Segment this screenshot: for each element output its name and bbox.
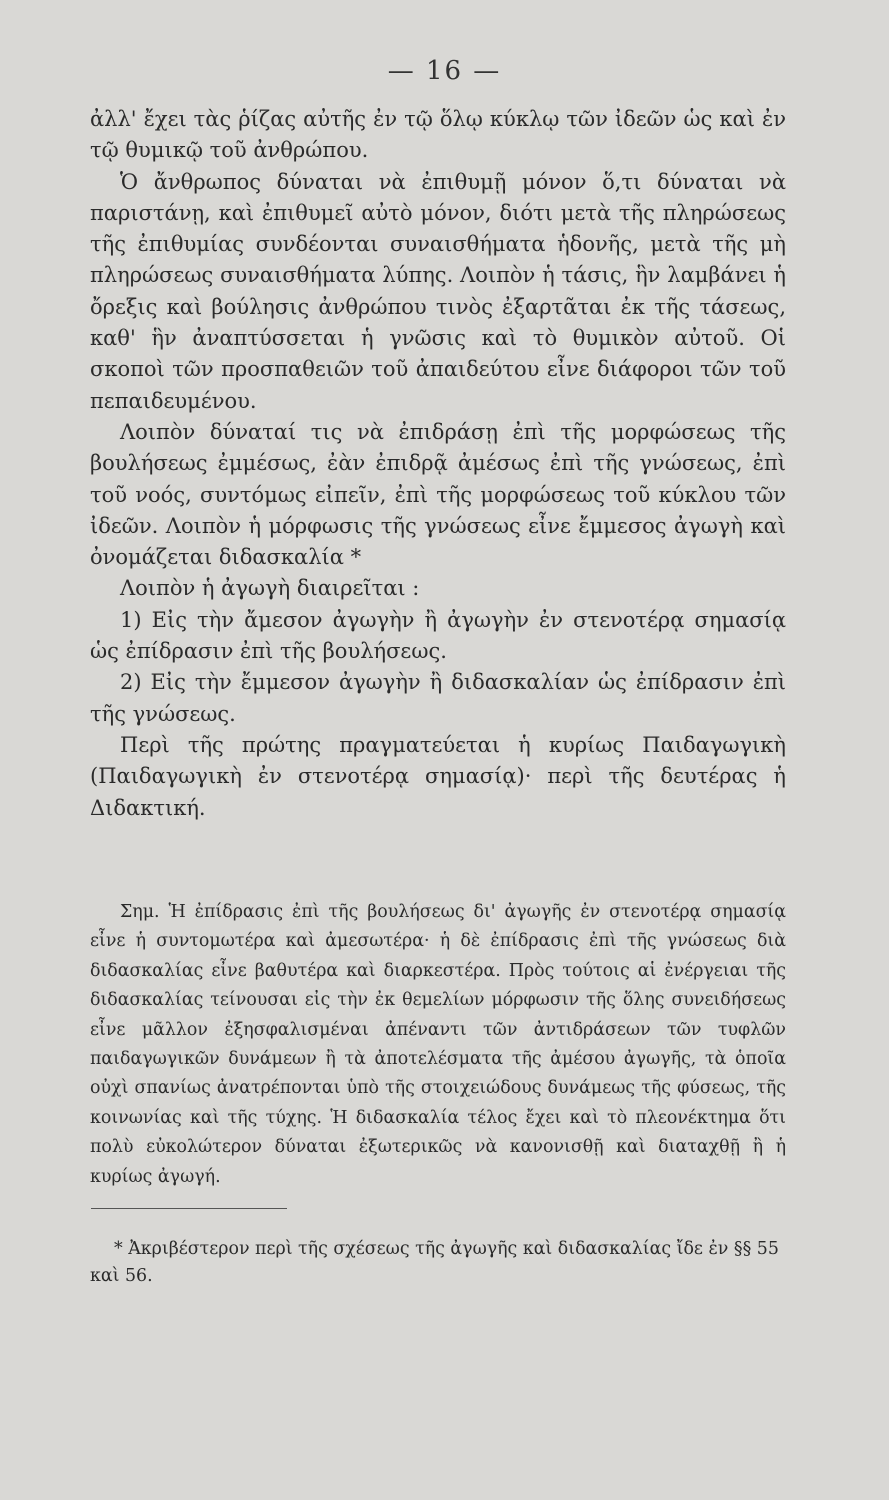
paragraph-continuation: ἀλλ' ἔχει τὰς ῥίζας αὐτῆς ἐν τῷ ὅλῳ κύκλῳ τῶν ἰδεῶν ὡς καὶ ἐν τῷ θυμικῷ τοῦ ἀνθρώπου. bbox=[90, 107, 786, 163]
paragraph: Ὁ ἄνθρωπος δύναται νὰ ἐπιθυμῇ μόνον ὅ,τι δύναται νὰ παριστάνῃ, καὶ ἐπιθυμεῖ αὐτὸ μόνον, διότι μετὰ τῆς πληρώσεως τῆς ἐπιθυμίας συνδέονται συναισθήματα ἡδονῆς, μετὰ τῆς μὴ πληρώσεως συναισθήματα λύπης. Λοιπὸν ἡ τάσις, ἣν λαμβάνει ἡ ὄρεξις καὶ βούλησις ἀνθρώπου τινὸς ἐξαρτᾶται ἐκ τῆς τάσεως, καθ' ἣν ἀναπτύσσεται ἡ γνῶσις καὶ τὸ θυμικὸν αὐτοῦ. Οἱ σκοποὶ τῶν προσπαθειῶν τοῦ ἀπαιδεύτου εἶνε διάφοροι τῶν τοῦ πεπαιδευμένου. bbox=[90, 169, 786, 413]
page-number: — 16 — bbox=[387, 56, 502, 86]
list-item-1: 1) Εἰς τὴν ἄμεσον ἀγωγὴν ἢ ἀγωγὴν ἐν στενοτέρᾳ σημασίᾳ ὡς ἐπίδρασιν ἐπὶ τῆς βουλήσεως. bbox=[90, 607, 786, 664]
note-block bbox=[90, 898, 786, 1192]
paragraph: Περὶ τῆς πρώτης πραγματεύεται ἡ κυρίως Παιδαγωγικὴ (Παιδαγωγικὴ ἐν στενοτέρᾳ σημασίᾳ)· περὶ τῆς δευτέρας ἡ Διδακτική. bbox=[90, 732, 786, 820]
footnote-text: * Ἀκριβέστερον περὶ τῆς σχέσεως τῆς ἀγωγῆς καὶ διδασκαλίας ἴδε ἐν §§ 55 καὶ 56. bbox=[90, 1239, 779, 1286]
main-text bbox=[90, 104, 786, 824]
note-text: Σημ. Ἡ ἐπίδρασις ἐπὶ τῆς βουλήσεως δι' ἀγωγῆς ἐν στενοτέρᾳ σημασίᾳ εἶνε ἡ συντομωτέρα καὶ ἀμεσωτέρα· ἡ δὲ ἐπίδρασις ἐπὶ τῆς γνώσεως διὰ διδασκαλίας εἶνε βαθυτέρα καὶ διαρκεστέρα. Πρὸς τούτοις αἱ ἐνέργειαι τῆς διδασκαλίας τείνουσαι εἰς τὴν ἐκ θεμελίων μόρφωσιν τῆς ὅλης συνειδήσεως εἶνε μᾶλλον ἐξησφαλισμέναι ἀπέναντι τῶν ἀντιδράσεων τῶν τυφλῶν παιδαγωγικῶν δυνάμεων ἢ τὰ ἀποτελέσματα τῆς ἀμέσου ἀγωγῆς, τὰ ὁποῖα οὐχὶ σπανίως ἀνατρέπονται ὑπὸ τῆς στοιχειώδους δυνάμεως τῆς φύσεως, τῆς κοινωνίας καὶ τῆς τύχης. Ἡ διδασκαλία τέλος ἔχει καὶ τὸ πλεονέκτημα ὅτι πολὺ εὐκολώτερον δύναται ἐξωτερικῶς νὰ κανονισθῇ καὶ διαταχθῇ ἢ ἡ κυρίως ἀγωγή. bbox=[90, 902, 786, 1187]
footnote-block bbox=[90, 1236, 786, 1290]
footnote-divider bbox=[91, 1208, 287, 1209]
list-item-2: 2) Εἰς τὴν ἔμμεσον ἀγωγὴν ἢ διδασκαλίαν ὡς ἐπίδρασιν ἐπὶ τῆς γνώσεως. bbox=[90, 670, 786, 726]
paragraph: Λοιπὸν ἡ ἀγωγὴ διαιρεῖται : bbox=[120, 576, 420, 601]
paragraph: Λοιπὸν δύναταί τις νὰ ἐπιδράσῃ ἐπὶ τῆς μορφώσεως τῆς βουλήσεως ἐμμέσως, ἐὰν ἐπιδρᾷ ἀμέσως ἐπὶ τῆς γνώσεως, ἐπὶ τοῦ νοός, συντόμως εἰπεῖν, ἐπὶ τῆς μορφώσεως τοῦ κύκλου τῶν ἰδεῶν. Λοιπὸν ἡ μόρφωσις τῆς γνώσεως εἶνε ἔμμεσος ἀγωγὴ καὶ ὀνομάζεται διδασκαλία * bbox=[90, 419, 786, 570]
